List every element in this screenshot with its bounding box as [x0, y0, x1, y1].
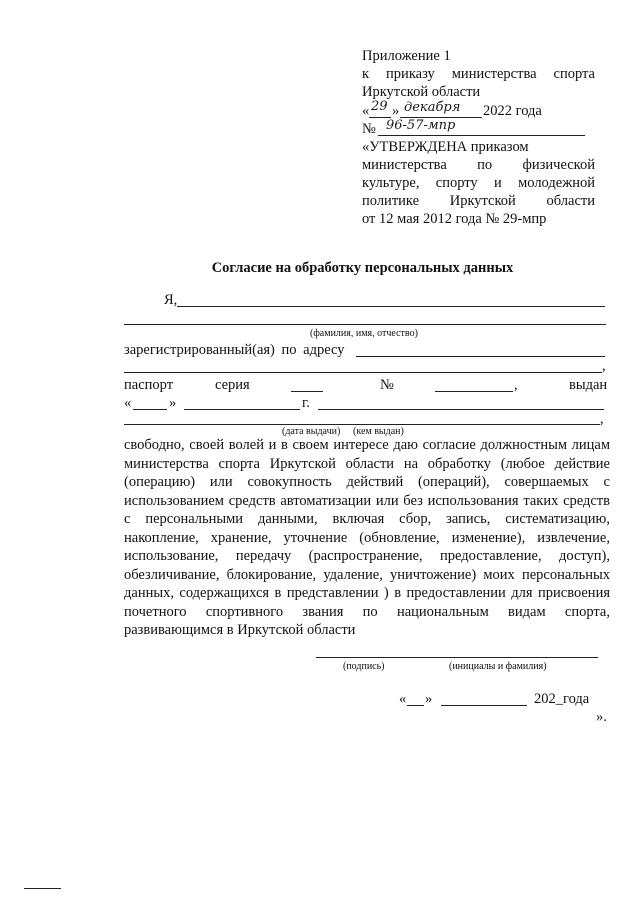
- appendix-date-month: декабря: [404, 100, 461, 115]
- consent-line: свободно, своей волей и в своем интересе даю согласие должностным лицам: [124, 437, 610, 453]
- appendix-date-close-quote: »: [392, 103, 400, 119]
- consent-line: использование, передачу (распространение, предоставление, доступ),: [124, 548, 610, 564]
- signature-caption: (подпись): [343, 661, 385, 672]
- issue-date-caption: (дата выдачи): [282, 426, 341, 437]
- consent-line: министерства спорта Иркутской области на обработку (любое действие: [124, 455, 610, 472]
- name-caption: (инициалы и фамилия): [449, 661, 547, 672]
- approved-line-3: культуре, спорту и молодежной: [362, 175, 595, 191]
- address-field-line-2[interactable]: [124, 372, 602, 373]
- passport-number-field[interactable]: [435, 391, 513, 392]
- issued-by-field-line-2[interactable]: [124, 424, 600, 425]
- approved-line-1: «УТВЕРЖДЕНА приказом: [362, 139, 529, 155]
- issue-date-close-quote: »: [169, 395, 177, 411]
- consent-line: накопление, хранение, уточнение (обновление, изменение), извлечение,: [124, 529, 610, 546]
- registered-label: зарегистрированный(ая) по адресу: [124, 342, 345, 358]
- appendix-number-sign: №: [362, 121, 376, 137]
- approved-line-4: политике Иркутской области: [362, 193, 595, 209]
- consent-line: (операцию) или совокупность действий (операций), совершаемых с: [124, 474, 610, 490]
- appendix-title: Приложение 1: [362, 48, 451, 64]
- address-comma: ,: [602, 358, 606, 374]
- appendix-region-line: Иркутской области: [362, 84, 481, 100]
- issued-label: выдан: [569, 377, 608, 393]
- series-field[interactable]: [291, 391, 323, 392]
- address-field-line-1[interactable]: [356, 356, 605, 357]
- consent-line: с персональными данными, включая сбор, запись, систематизацию,: [124, 511, 610, 527]
- consent-line: развивающимся в Иркутской области: [124, 622, 356, 638]
- issued-by-field-line-1[interactable]: [318, 409, 604, 410]
- issue-date-open-quote: «: [124, 395, 132, 411]
- issue-year-suffix: г.: [302, 395, 310, 411]
- signature-field-line[interactable]: [316, 657, 598, 658]
- consent-line: обезличивание, блокирование, удаление, уничтожение) моих персональных: [124, 566, 610, 583]
- fio-caption: (фамилия, имя, отчество): [310, 328, 418, 339]
- series-label: серия: [215, 377, 250, 393]
- form-i-label: Я,: [164, 292, 178, 308]
- sign-date-close-quote: »: [425, 691, 433, 707]
- appendix-number-underline: [378, 135, 585, 136]
- appendix-date-year: 2022 года: [483, 103, 542, 119]
- issued-by-comma: ,: [600, 411, 604, 427]
- appendix-number-value: 96-57-мпр: [386, 118, 456, 133]
- sign-date-open-quote: «: [399, 691, 407, 707]
- number-label: №: [380, 377, 394, 393]
- approved-line-2: министерства по физической: [362, 157, 595, 173]
- appendix-date-open-quote: «: [362, 103, 370, 119]
- closing-quote: ».: [596, 709, 607, 725]
- issue-day-field[interactable]: [133, 409, 167, 410]
- sign-day-field[interactable]: [407, 705, 424, 706]
- appendix-date-day: 29: [371, 99, 388, 114]
- footnote-separator: [24, 888, 61, 889]
- fio-field-line-1[interactable]: [177, 306, 605, 307]
- issued-by-caption: (кем выдан): [353, 426, 404, 437]
- passport-label: паспорт: [124, 377, 174, 393]
- fio-field-line-2[interactable]: [124, 324, 606, 325]
- consent-line: почетного спортивного звания по национальным видам спорта,: [124, 603, 610, 620]
- sign-year-label: 202_года: [534, 691, 590, 707]
- consent-paragraph: [124, 436, 610, 640]
- consent-line: данных, содержащихся в представлении ) в предоставлении для присвоения: [124, 585, 610, 601]
- approved-line-5: от 12 мая 2012 года № 29-мпр: [362, 211, 547, 227]
- document-title: Согласие на обработку персональных данных: [211, 260, 514, 276]
- consent-line: использованием средств автоматизации или без использования таких средств: [124, 492, 610, 509]
- passport-comma: ,: [514, 377, 518, 393]
- issue-month-field[interactable]: [184, 409, 300, 410]
- appendix-order-line: к приказу министерства спорта: [362, 66, 595, 82]
- sign-month-field[interactable]: [441, 705, 527, 706]
